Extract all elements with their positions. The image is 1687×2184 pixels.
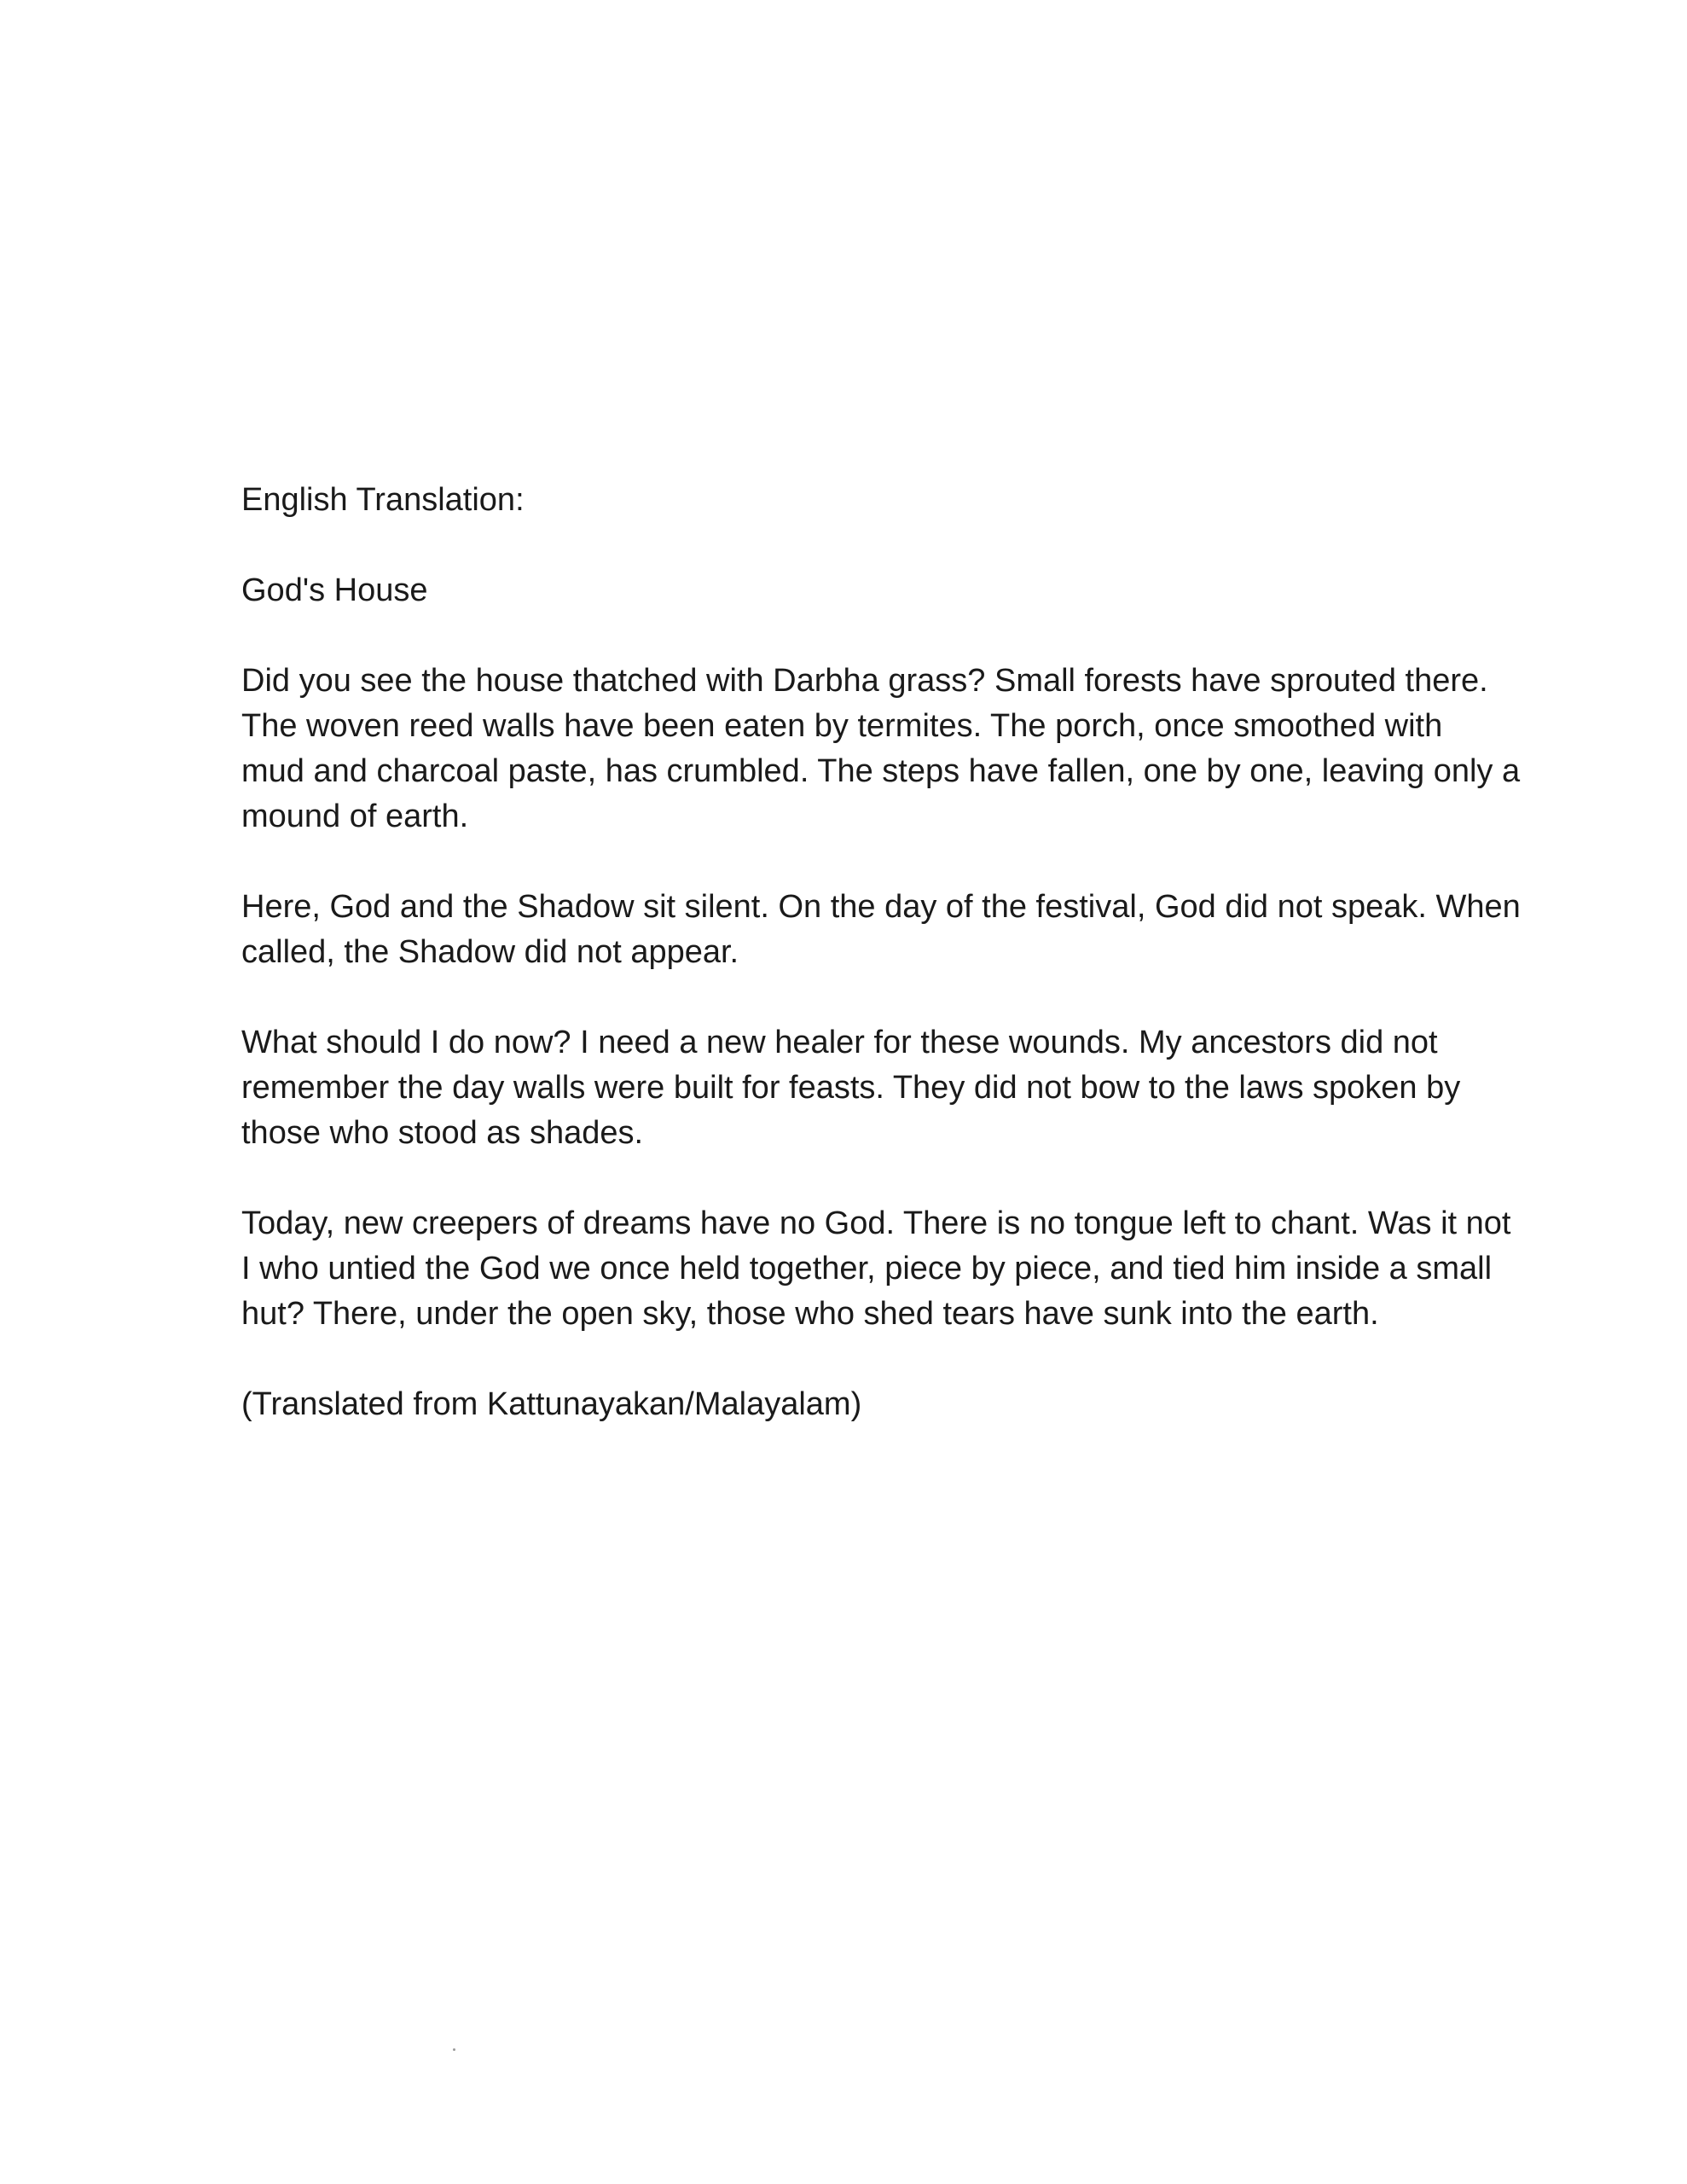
- translation-note: (Translated from Kattunayakan/Malayalam): [241, 1386, 862, 1422]
- paragraph-line: called, the Shadow did not appear.: [241, 934, 739, 970]
- paragraph-line: hut? There, under the open sky, those who shed tears have sunk into the earth.: [241, 1296, 1379, 1332]
- paragraph-line: Did you see the house thatched with Darbha grass? Small forests have sprouted there.: [241, 663, 1488, 699]
- paragraph-1: [241, 659, 1606, 839]
- paragraph-line: mound of earth.: [241, 799, 469, 834]
- paragraph-line: mud and charcoal paste, has crumbled. The steps have fallen, one by one, leaving only a: [241, 753, 1521, 789]
- document-body: [241, 478, 1606, 1472]
- paragraph-3: [241, 1020, 1606, 1156]
- paragraph-line: remember the day walls were built for feasts. They did not bow to the laws spoken by: [241, 1070, 1461, 1106]
- paragraph-line: those who stood as shades.: [241, 1115, 644, 1151]
- paragraph-line: Today, new creepers of dreams have no God. There is no tongue left to chant. Was it not: [241, 1205, 1511, 1241]
- paragraph-4: [241, 1201, 1606, 1337]
- paragraph-line: Here, God and the Shadow sit silent. On the day of the festival, God did not speak. When: [241, 889, 1521, 925]
- heading-label: English Translation:: [241, 482, 525, 518]
- paragraph-line: What should I do now? I need a new healer for these wounds. My ancestors did not: [241, 1025, 1438, 1060]
- poem-title: God's House: [241, 572, 428, 608]
- paragraph-2: [241, 885, 1606, 975]
- scan-speck: [453, 2048, 455, 2051]
- paragraph-line: I who untied the God we once held together, piece by piece, and tied him inside a small: [241, 1251, 1493, 1287]
- paragraph-line: The woven reed walls have been eaten by termites. The porch, once smoothed with: [241, 708, 1443, 744]
